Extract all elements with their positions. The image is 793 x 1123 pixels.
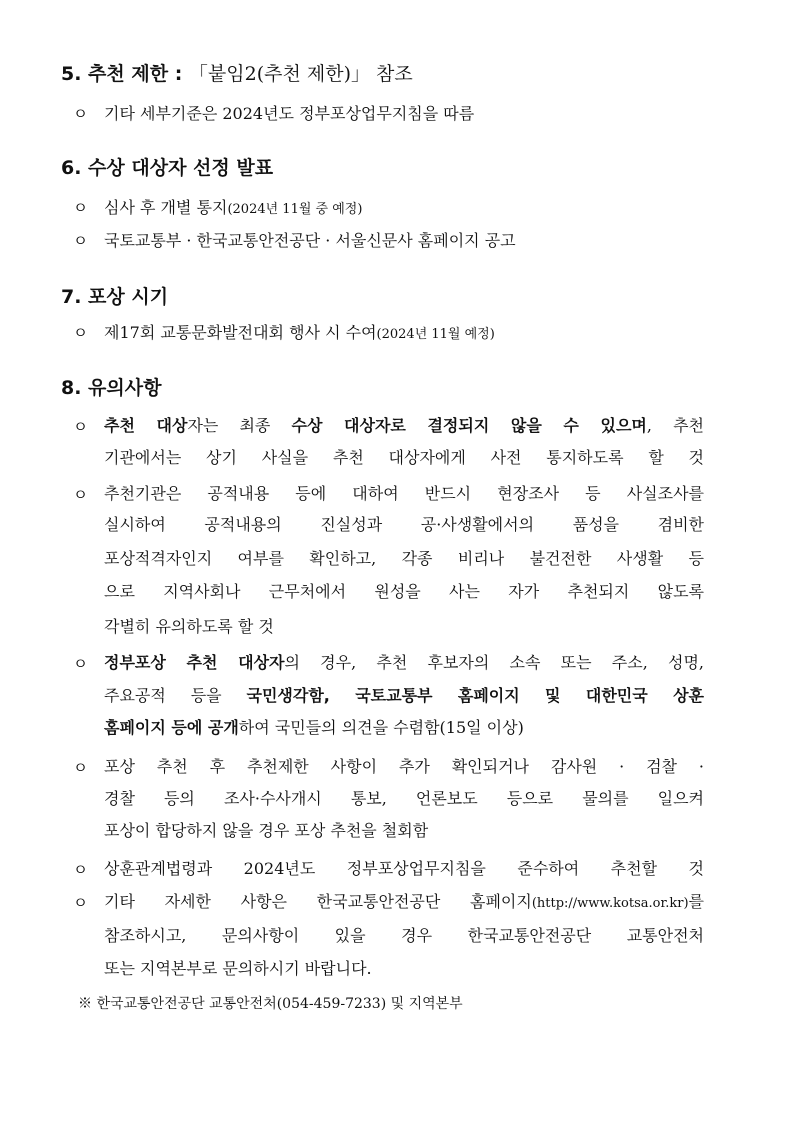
homepage-url: (http://www.kotsa.or.kr)	[531, 896, 689, 911]
notice-6-line-3: 또는 지역본부로 문의하시기 바랍니다.	[104, 959, 372, 978]
notice-5-line-1: 상훈관계법령과 2024년도 정부포상업무지침을 준수하여 추천할 것	[104, 859, 704, 878]
bullet-icon: ㅇ	[73, 324, 88, 342]
notice-1-line-2: 기관에서는 상기 사실을 추천 대상자에게 사전 통지하도록 할 것	[104, 448, 704, 467]
notice-3-line-3: 홈페이지 등에 공개하여 국민들의 의견을 수렴함(15일 이상)	[104, 718, 524, 737]
notice-2-line-2: 실시하여 공적내용의 진실성과 공·사생활에서의 품성을 겸비한	[104, 515, 704, 534]
notice-6-line-2: 참조하시고, 문의사항이 있을 경우 한국교통안전공단 교통안전처	[104, 926, 704, 945]
notice-2-line-4: 으로 지역사회나 근무처에서 원성을 사는 자가 추천되지 않도록	[104, 582, 704, 601]
notice-4-line-2: 경찰 등의 조사·수사개시 통보, 언론보도 등으로 물의를 일으켜	[104, 789, 704, 808]
bullet-icon: ㅇ	[73, 759, 88, 777]
bullet-icon: ㅇ	[73, 486, 88, 504]
notice-4-line-3: 포상이 합당하지 않을 경우 포상 추천을 철회함	[104, 821, 429, 840]
section-6-line-2: 국토교통부 · 한국교통안전공단 · 서울신문사 홈페이지 공고	[104, 231, 516, 250]
notice-3-line-2: 주요공적 등을 국민생각함, 국토교통부 홈페이지 및 대한민국 상훈	[104, 686, 704, 705]
notice-2-line-3: 포상적격자인지 여부를 확인하고, 각종 비리나 불건전한 사생활 등	[104, 549, 704, 568]
section-6-line-1: 심사 후 개별 통지(2024년 11월 중 예정)	[104, 198, 363, 217]
notice-2-line-1: 추천기관은 공적내용 등에 대하여 반드시 현장조사 등 사실조사를	[104, 484, 704, 503]
section-5-line-1: 기타 세부기준은 2024년도 정부포상업무지침을 따름	[104, 104, 475, 123]
bullet-icon: ㅇ	[73, 199, 88, 217]
section-6-heading: 6. 수상 대상자 선정 발표	[61, 157, 274, 179]
notice-4-line-1: 포상 추천 후 추천제한 사항이 추가 확인되거나 감사원 · 검찰 ·	[104, 757, 704, 776]
section-7-line-1: 제17회 교통문화발전대회 행사 시 수여(2024년 11월 예정)	[104, 323, 495, 342]
bullet-icon: ㅇ	[73, 105, 88, 123]
bullet-icon: ㅇ	[73, 861, 88, 879]
bullet-icon: ㅇ	[73, 418, 88, 436]
notice-3-line-1: 정부포상 추천 대상자의 경우, 추천 후보자의 소속 또는 주소, 성명,	[104, 653, 704, 672]
section-5-ref: 「붙임2(추천 제한)」 참조	[188, 63, 413, 85]
section-8-heading: 8. 유의사항	[61, 377, 162, 399]
bullet-icon: ㅇ	[73, 232, 88, 250]
section-5-heading	[61, 59, 413, 86]
section-7-heading: 7. 포상 시기	[61, 286, 169, 308]
notice-2-line-5: 각별히 유의하도록 할 것	[104, 617, 274, 636]
bullet-icon: ㅇ	[73, 655, 88, 673]
notice-6-line-1: 기타 자세한 사항은 한국교통안전공단 홈페이지(http://www.kotsa.or.kr)를	[104, 892, 704, 911]
notice-1-line-1: 추천 대상자는 최종 수상 대상자로 결정되지 않을 수 있으며, 추천	[104, 416, 704, 435]
bullet-icon: ㅇ	[73, 894, 88, 912]
section-5-title: 5. 추천 제한 :	[61, 63, 183, 85]
contact-note: ※ 한국교통안전공단 교통안전처(054-459-7233) 및 지역본부	[78, 996, 463, 1012]
